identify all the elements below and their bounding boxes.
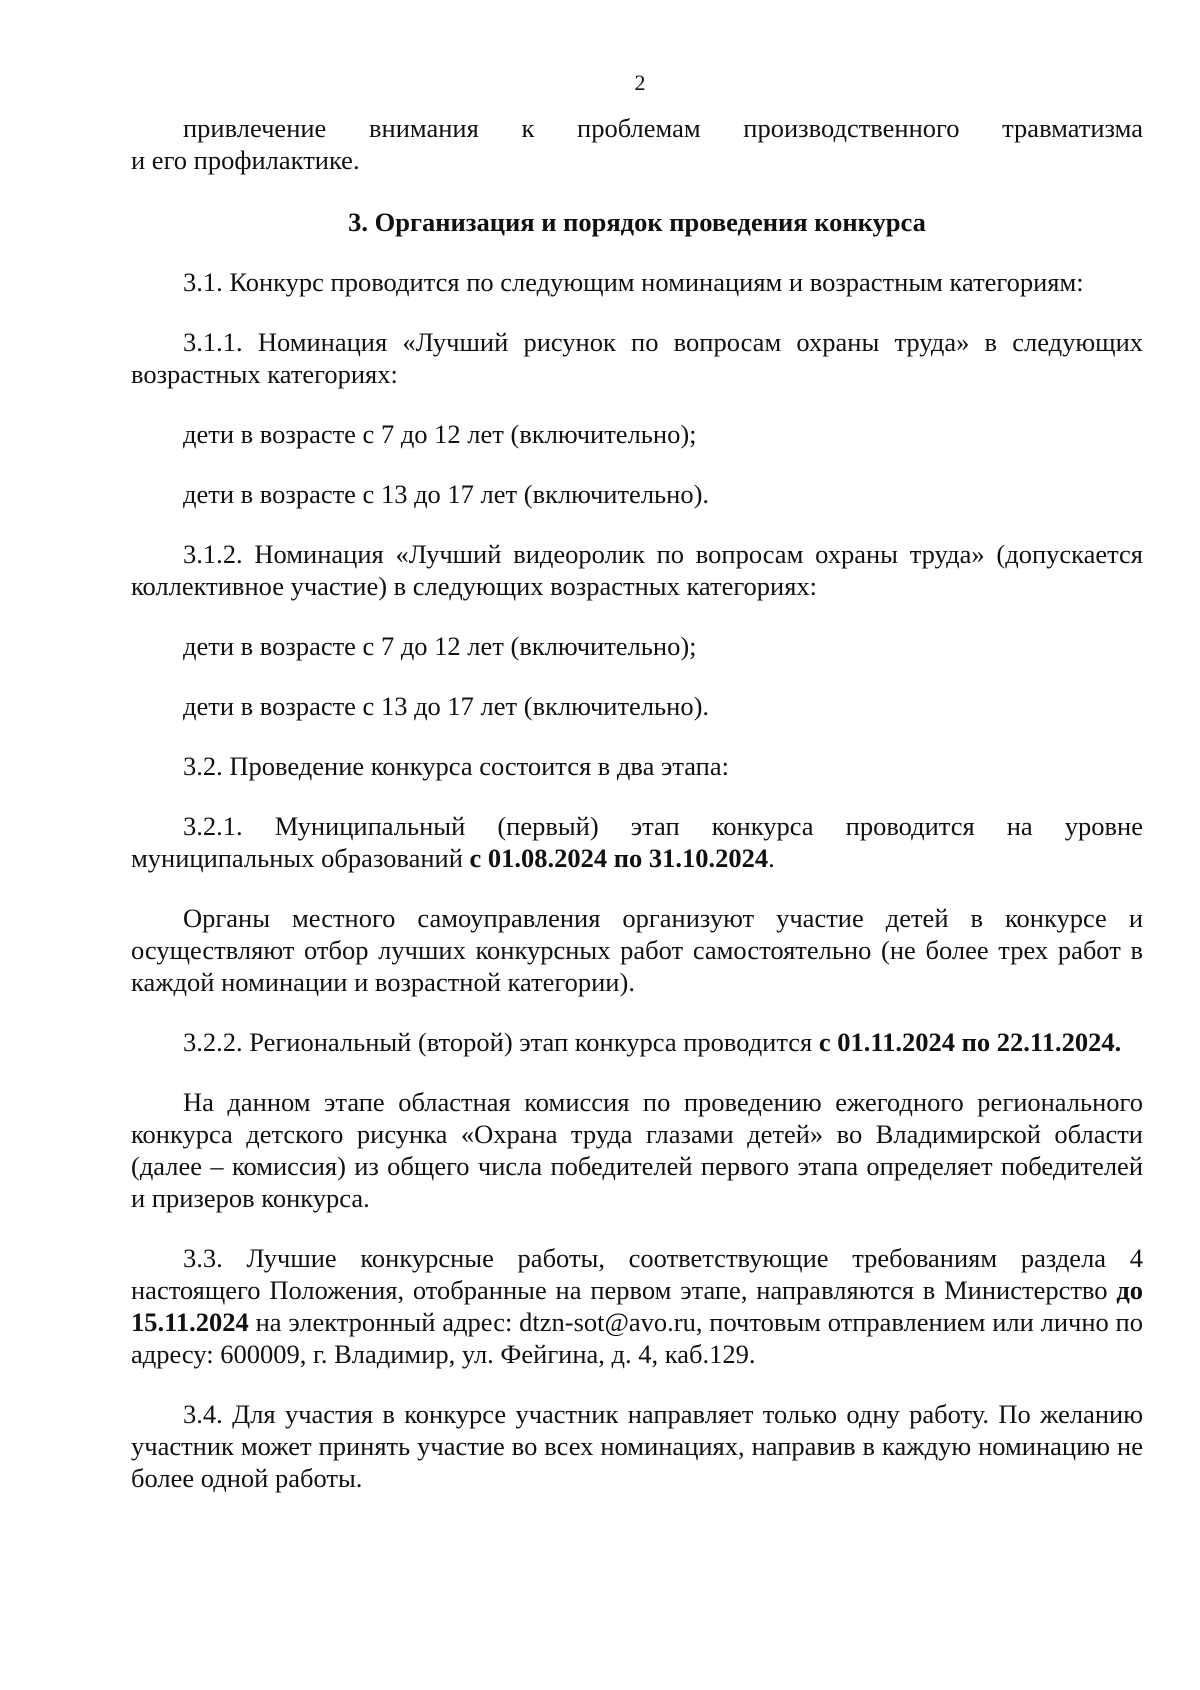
paragraph-3-2-2-dates: с 01.11.2024 по 22.11.2024. [818,1027,1122,1057]
paragraph-3-1-1: 3.1.1. Номинация «Лучший рисунок по вопросам охраны труда» в следующих возрастных категориях: [131,327,1143,389]
paragraph-3-1-2: 3.1.2. Номинация «Лучший видеоролик по вопросам охраны труда» (допускается коллективное участие) в следующих возрастных категориях: [131,539,1143,601]
paragraph-3-1: 3.1. Конкурс проводится по следующим номинациям и возрастным категориям: [183,267,1084,297]
paragraph-stage: На данном этапе областная комиссия по проведению ежегодного регионального конкурса детского рисунка «Охрана труда глазами детей» во Владимирской области (далее – комиссия) из общего числа победителей первого этапа определяет победителей и призеров конкурса. [131,1087,1143,1213]
list-item-3-1-1-a: дети в возрасте с 7 до 12 лет (включительно); [183,419,697,449]
paragraph-3-4: 3.4. Для участия в конкурсе участник направляет только одну работу. По желанию участник может принять участие во всех номинациях, направив в каждую номинацию не более одной работы. [131,1399,1143,1493]
list-item-3-1-2-a: дети в возрасте с 7 до 12 лет (включительно); [183,631,697,661]
paragraph-3-3 [131,1242,1143,1370]
list-item-3-1-2-b: дети в возрасте с 13 до 17 лет (включительно). [183,691,710,721]
paragraph-3-2-1 [131,810,1143,874]
intro-line-1: привлечение внимания к проблемам производственного травматизма [183,113,1143,143]
paragraph-3-3-date: до 15.11.2024 [131,1275,1143,1337]
paragraph-3-3-text-b: на электронный адрес: dtzn-sot@avo.ru, почтовым отправлением или лично по адресу: 600009, г. Владимир, ул. Фейгина, д. 4, каб.129. [131,1307,1143,1369]
paragraph-3-2-1-end: . [768,843,775,873]
list-item-3-1-1-b: дети в возрасте с 13 до 17 лет (включительно). [183,479,710,509]
document-body [131,112,1143,1494]
paragraph-3-2-2-text: 3.2.2. Региональный (второй) этап конкурса проводится [183,1027,819,1057]
paragraph-organs: Органы местного самоуправления организуют участие детей в конкурсе и осуществляют отбор лучших конкурсных работ самостоятельно (не более трех работ в каждой номинации и возрастной категории). [131,903,1143,997]
paragraph-3-2-1-text: 3.2.1. Муниципальный (первый) этап конкурса проводится на уровне муниципальных образований [131,811,1143,873]
paragraph-3-2: 3.2. Проведение конкурса состоится в два этапа: [183,751,729,781]
paragraph-3-2-2 [131,1026,1143,1058]
section-heading: 3. Организация и порядок проведения конкурса [348,207,926,237]
paragraph-3-3-text-a: 3.3. Лучшие конкурсные работы, соответствующие требованиям раздела 4 настоящего Положения, отобранные на первом этапе, направляются в Министерство [131,1243,1143,1305]
page-number: 2 [634,70,646,95]
intro-line-2: и его профилактике. [131,145,360,175]
paragraph-3-2-1-dates: с 01.08.2024 по 31.10.2024 [469,843,769,873]
